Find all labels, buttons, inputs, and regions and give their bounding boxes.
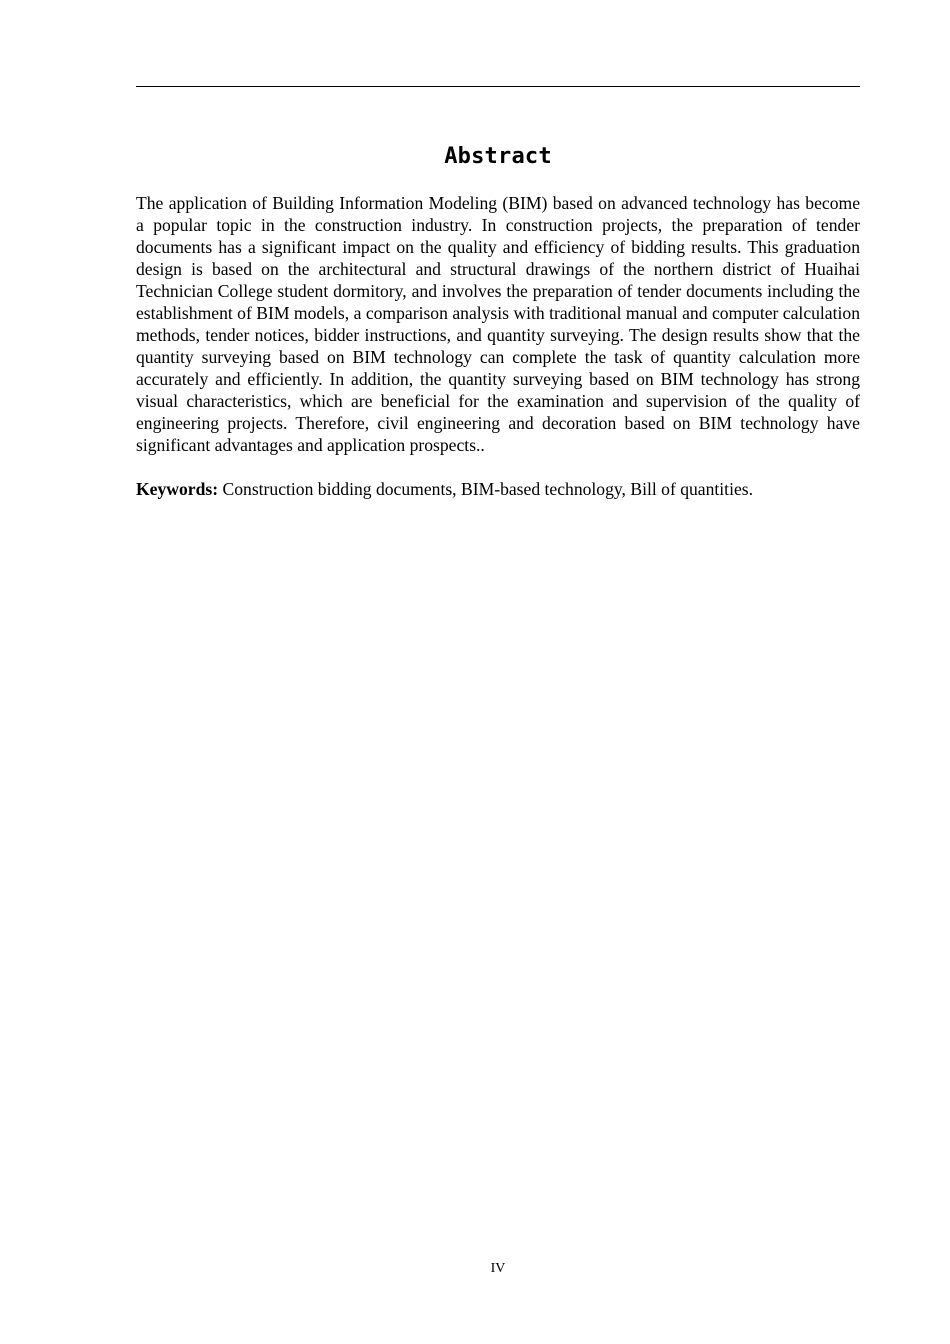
keywords-label: Keywords:: [136, 479, 219, 499]
keywords-line: [136, 478, 860, 500]
header-rule: [136, 86, 860, 87]
keywords-text: Construction bidding documents, BIM-based technology, Bill of quantities.: [218, 479, 754, 499]
page-number: IV: [490, 1261, 506, 1276]
abstract-title: Abstract: [444, 144, 552, 169]
abstract-body: The application of Building Information Modeling (BIM) based on advanced technology has become a popular topic in the construction industry. In construction projects, the preparation of tender documents has a significant impact on the quality and efficiency of bidding results. This graduation design is based on the architectural and structural drawings of the northern district of Huaihai Technician College student dormitory, and involves the preparation of tender documents including the establishment of BIM models, a comparison analysis with traditional manual and computer calculation methods, tender notices, bidder instructions, and quantity surveying. The design results show that the quantity surveying based on BIM technology can complete the task of quantity calculation more accurately and efficiently. In addition, the quantity surveying based on BIM technology has strong visual characteristics, which are beneficial for the examination and supervision of the quality of engineering projects. Therefore, civil engineering and decoration based on BIM technology have significant advantages and application prospects..: [136, 193, 860, 455]
